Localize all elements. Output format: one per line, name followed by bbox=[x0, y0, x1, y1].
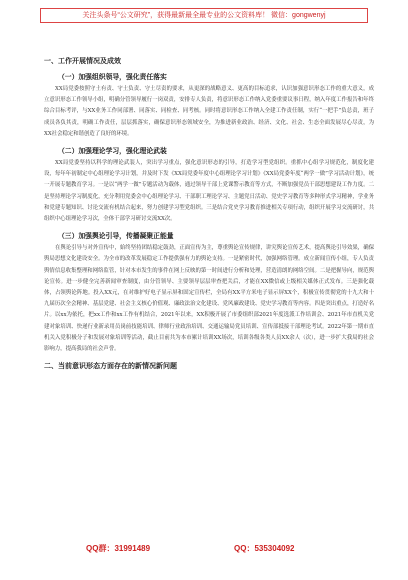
subsection1-paragraph: XX局党委按照守土有责、守土负责、守土尽责的要求，从更深的战略意义、更高的目标追求，认识加强意识形态工作的重大意义，成立意识形态工作领导小组，明确分管领导履行一岗双责，安排专人负责，将意识形态工作纳入党委重要议事日程，纳入年度工作报告和年终综合目标考评，与XX业务工作同部署、同落实、同检查、同考核。同时将意识形态工作纳入全建工作责任制，实行“一把手”负总责，班子成员各负其责，明确工作责任，层层抓落实，确保意识形态领域安全，为推进新业政治、经济、文化、社会、生态全面发展尽心尽责，为XX社会稳定和谐创造了良好的环境。 bbox=[44, 86, 374, 137]
qq-number-label: QQ：535304092 bbox=[234, 544, 295, 553]
document-body bbox=[44, 56, 374, 373]
qq-group-label: QQ群：31991489 bbox=[86, 544, 151, 553]
section1-heading: 一、工作开展情况及成效 bbox=[44, 56, 121, 65]
subsection3-paragraph: 在舆论引导与对外宣传中，始终坚持团结稳定鼓劲，正面宣传为主，尊重舆论宣传规律，讲究舆论宣传艺术，提高舆论引导效果，确保舆局思想文化建设安全。为全市的改革发展稳定工作提供强有力的舆论支持。一是紧密时代，加强网络管理。成立新闻宣传小组，专人负责舆情信息收集整理和网络监管，针对本市发生的事件在网上反映的第一时间进行分析和处理，营造清朗的网络空间。二是把握导向，规范舆论宣传。进一步健全完善新闻审查制度，由分管领导、主要领导层层审查把关后，才能在XX微信或上级相关媒体正式发布。三是强化载体，占领舆论阵地。投入XX元，在对维护好电子显示屏和固定宣传栏，全局有XX平方米电子显示屏XX个，积极宣传贯彻党的十九大和十九届历次全会精神、基层党建、社会主义核心价值观、廉政法治文化建设、党风廉政建设、党史学习教育等内容。四是突出重点，打造好名片。以xx为依托，把xx工作和xx工作有机结合，2021年以来，XX积极开展了市委组织部2021年度选派工作培训会、2021年市直机关党建对象培训、快递行业新录用员岗前技能培训、律师行业政治培训、交通运输局党员培训、宣传部抵接干部理论考试。2022年第一期市直机关入党积极分子和发展对象培训等活动，截止目前共为本市累计培训XX场次，培训各级各类人员XX余人（次），进一步扩大我局的社会影响力，提高我局的社会声誉。 bbox=[44, 245, 374, 353]
subsection1-heading: （一）加强组织领导，强化责任落实 bbox=[58, 73, 167, 81]
subsection2-paragraph: XX局党委坚持以科学的理论武装人，突出学习重点，强化意识形态的引导，打造学习型党组织。重抓中心组学习规范化，制度化建设，每年年初制定中心组理论学习计划，并及时下发《XX局党委年度中心组理论学习计划》《XX局党委年度“两学一做”学习活动计划》，统一开展专题教育学习。一是以“两学一做”专题活动为载体，通过领导干部上党课警示教育等方式，不断加强党员干部思想建设工作力度。二是坚持理论学习制度化，充分利用党委会中心组理论学习、干部职工理论学习、主题党日活动、党史学习教育等多种形式学习精神，学业务和党建专题知识、讨论交流有机结合起来，努力创建学习型党组织。三是结合党史学习教育推进相关专项行动，组织开展学习交流研讨，共组织中心组理论学习次，全体干部学习研讨交流XX次。 bbox=[44, 160, 374, 223]
section2-heading: 二、当前意识形态方面存在的新情况新问题 bbox=[44, 361, 177, 371]
subsection2-heading: （二）加强理论学习，强化理论武装 bbox=[58, 147, 167, 156]
contact-footer bbox=[0, 543, 408, 557]
promo-banner: 关注头条号“公文研究”，获得最新最全最专业的公文资料库！ 微信：gongwenyj bbox=[40, 8, 368, 23]
subsection3-heading: （三）加强舆论引导，传播凝聚正能量 bbox=[58, 232, 174, 241]
